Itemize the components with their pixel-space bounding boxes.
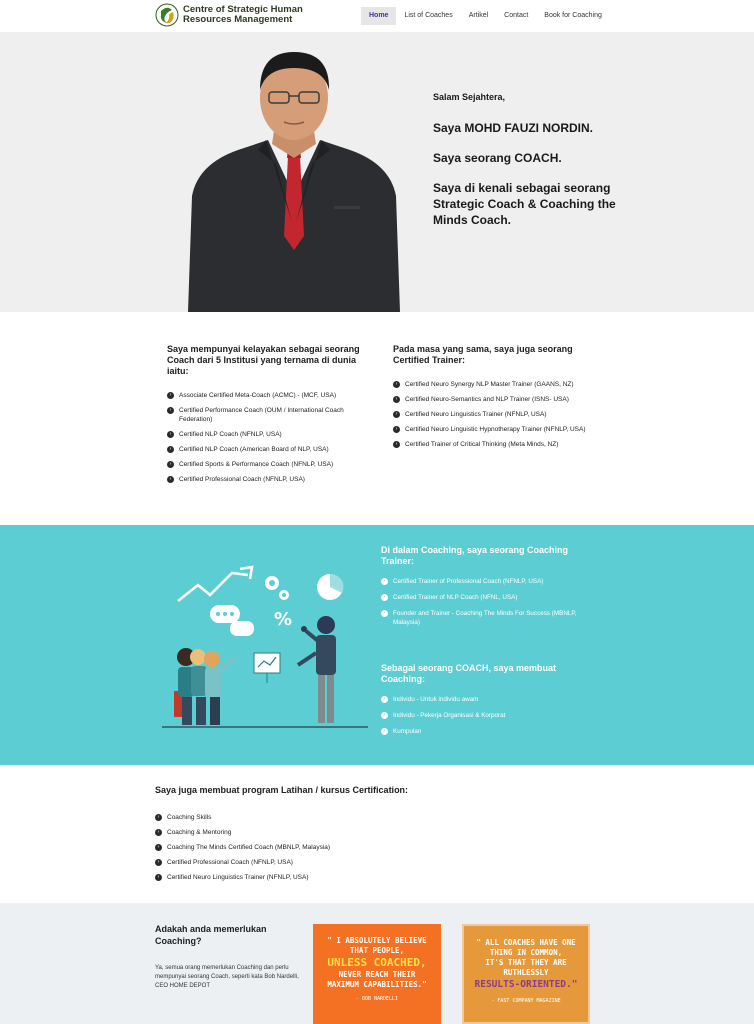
list-item: › Individu - Pekerja Organisasi & Korporat	[381, 711, 601, 720]
logo-text: Centre of Strategic Human Resources Management	[183, 4, 303, 25]
list-item: › Individu - Untuk individu awam	[381, 695, 601, 704]
list-item: › Kumpulan	[381, 727, 601, 736]
list-item: › Coaching Skills	[155, 813, 330, 822]
coaching-trainer-list	[381, 577, 601, 627]
list-item: › Certified Neuro-Semantics and NLP Trainer (ISNS- USA)	[393, 395, 593, 404]
coach-portrait	[188, 46, 400, 312]
chevron-right-icon: ›	[393, 426, 400, 433]
need-coaching-heading: Adakah anda memerlukan Coaching?	[155, 924, 267, 946]
programs-list	[155, 813, 330, 888]
coaching-services-column	[381, 663, 601, 743]
svg-text:%: %	[274, 609, 293, 630]
hero-known-as: Saya di kenali sebagai seorang Strategic Coach & Coaching the Minds Coach.	[433, 181, 616, 227]
list-item: › Certified Sports & Performance Coach (NFNLP, USA)	[167, 460, 367, 469]
quote-card-nardelli: " I ABSOLUTELY BELIEVE THAT PEOPLE, UNLESS COACHED, NEVER REACH THEIR MAXIMUM CAPABILITIES." - BOB NARDELLI	[313, 924, 441, 1024]
chevron-right-icon: ›	[167, 431, 174, 438]
chevron-right-icon: ›	[381, 610, 388, 617]
list-item: › Certified Professional Coach (NFNLP, USA)	[167, 475, 367, 484]
coach-qualifications-heading: Saya mempunyai kelayakan sebagai seorang Coach dari 5 Institusi yang ternama di dunia iaitu:	[167, 344, 360, 376]
nav-artikel[interactable]: Artikel	[468, 12, 489, 19]
chevron-right-icon: ›	[381, 728, 388, 735]
list-item: › Certified Neuro Linguistics Trainer (NFNLP, USA)	[393, 410, 593, 419]
chevron-right-icon: ›	[381, 712, 388, 719]
list-item: › Certified Neuro Linguistic Hypnotherapy Trainer (NFNLP, USA)	[393, 425, 593, 434]
list-item: › Certified Trainer of Professional Coach (NFNLP, USA)	[381, 577, 601, 586]
programs-section	[0, 765, 754, 903]
chevron-right-icon: ›	[155, 859, 162, 866]
nav-contact[interactable]: Contact	[504, 12, 529, 19]
coach-qualifications	[167, 344, 367, 490]
list-item: › Certified Trainer of Critical Thinking (Meta Minds, NZ)	[393, 440, 593, 449]
hero-greeting: Salam Sejahtera,	[433, 92, 506, 102]
list-item: › Coaching The Minds Certified Coach (MBNLP, Malaysia)	[155, 843, 330, 852]
main-nav	[361, 7, 610, 25]
chevron-right-icon: ›	[381, 696, 388, 703]
hero-intro	[433, 92, 623, 242]
nav-book-for-coaching[interactable]: Book for Coaching	[544, 12, 602, 19]
list-item: › Certified NLP Coach (American Board of NLP, USA)	[167, 445, 367, 454]
chevron-right-icon: ›	[393, 411, 400, 418]
list-item: › Founder and Trainer - Coaching The Minds For Success (MBNLP, Malaysia)	[381, 609, 601, 627]
chevron-right-icon: ›	[167, 461, 174, 468]
chevron-right-icon: ›	[155, 874, 162, 881]
site-header	[0, 0, 754, 32]
hero-name: Saya MOHD FAUZI NORDIN.	[433, 121, 594, 135]
list-item: › Certified Performance Coach (OUM / International Coach Federation)	[167, 406, 367, 424]
list-item: › Certified Neuro Synergy NLP Master Trainer (GAANS, NZ)	[393, 380, 593, 389]
list-item: › Certified Neuro Linguistics Trainer (NFNLP, USA)	[155, 873, 330, 882]
coaching-services-heading: Sebagai seorang COACH, saya membuat Coaching:	[381, 663, 557, 684]
site-logo[interactable]	[155, 3, 303, 27]
need-coaching-section	[0, 903, 754, 1024]
nav-home[interactable]: Home	[361, 7, 396, 25]
trainer-qualifications-list	[393, 380, 593, 449]
chevron-right-icon: ›	[393, 441, 400, 448]
logo-icon	[155, 3, 179, 27]
chevron-right-icon: ›	[381, 578, 388, 585]
chevron-right-icon: ›	[155, 814, 162, 821]
coaching-trainer-heading: Di dalam Coaching, saya seorang Coaching Trainer:	[381, 545, 569, 566]
chevron-right-icon: ›	[393, 381, 400, 388]
list-item: › Coaching & Mentoring	[155, 828, 330, 837]
chevron-right-icon: ›	[155, 844, 162, 851]
nav-list-of-coaches[interactable]: List of Coaches	[404, 12, 453, 19]
hero-role: Saya seorang COACH.	[433, 151, 562, 165]
hero-section	[0, 32, 754, 312]
need-coaching-body: Ya, semua orang memerlukan Coaching dan perlu mempunyai seorang Coach, seperti kata Bob Nardelli, CEO HOME DEPOT	[155, 965, 299, 989]
list-item: › Certified Professional Coach (NFNLP, USA)	[155, 858, 330, 867]
chevron-right-icon: ›	[167, 446, 174, 453]
chevron-right-icon: ›	[155, 829, 162, 836]
programs-heading: Saya juga membuat program Latihan / kursus Certification:	[155, 785, 409, 795]
trainer-qualifications-heading: Pada masa yang sama, saya juga seorang Certified Trainer:	[393, 344, 573, 365]
coach-qualifications-list	[167, 391, 367, 484]
chevron-right-icon: ›	[167, 392, 174, 399]
list-item: › Certified Trainer of NLP Coach (NFNL, USA)	[381, 593, 601, 602]
list-item: › Associate Certified Meta-Coach (ACMC) - (MCF, USA)	[167, 391, 367, 400]
qualifications-section	[0, 312, 754, 525]
quote-card-fast-company: " ALL COACHES HAVE ONE THING IN COMMON, IT'S THAT THEY ARE RUTHLESSLY RESULTS-ORIENTED." - FAST COMPANY MAGAZINE	[462, 924, 590, 1024]
coaching-illustration	[160, 561, 370, 731]
chevron-right-icon: ›	[393, 396, 400, 403]
chevron-right-icon: ›	[167, 476, 174, 483]
coaching-trainer-section	[0, 525, 754, 765]
chevron-right-icon: ›	[167, 407, 174, 414]
chevron-right-icon: ›	[381, 594, 388, 601]
coaching-trainer-column	[381, 545, 601, 634]
coaching-services-list	[381, 695, 601, 736]
trainer-qualifications	[393, 344, 593, 455]
list-item: › Certified NLP Coach (NFNLP, USA)	[167, 430, 367, 439]
